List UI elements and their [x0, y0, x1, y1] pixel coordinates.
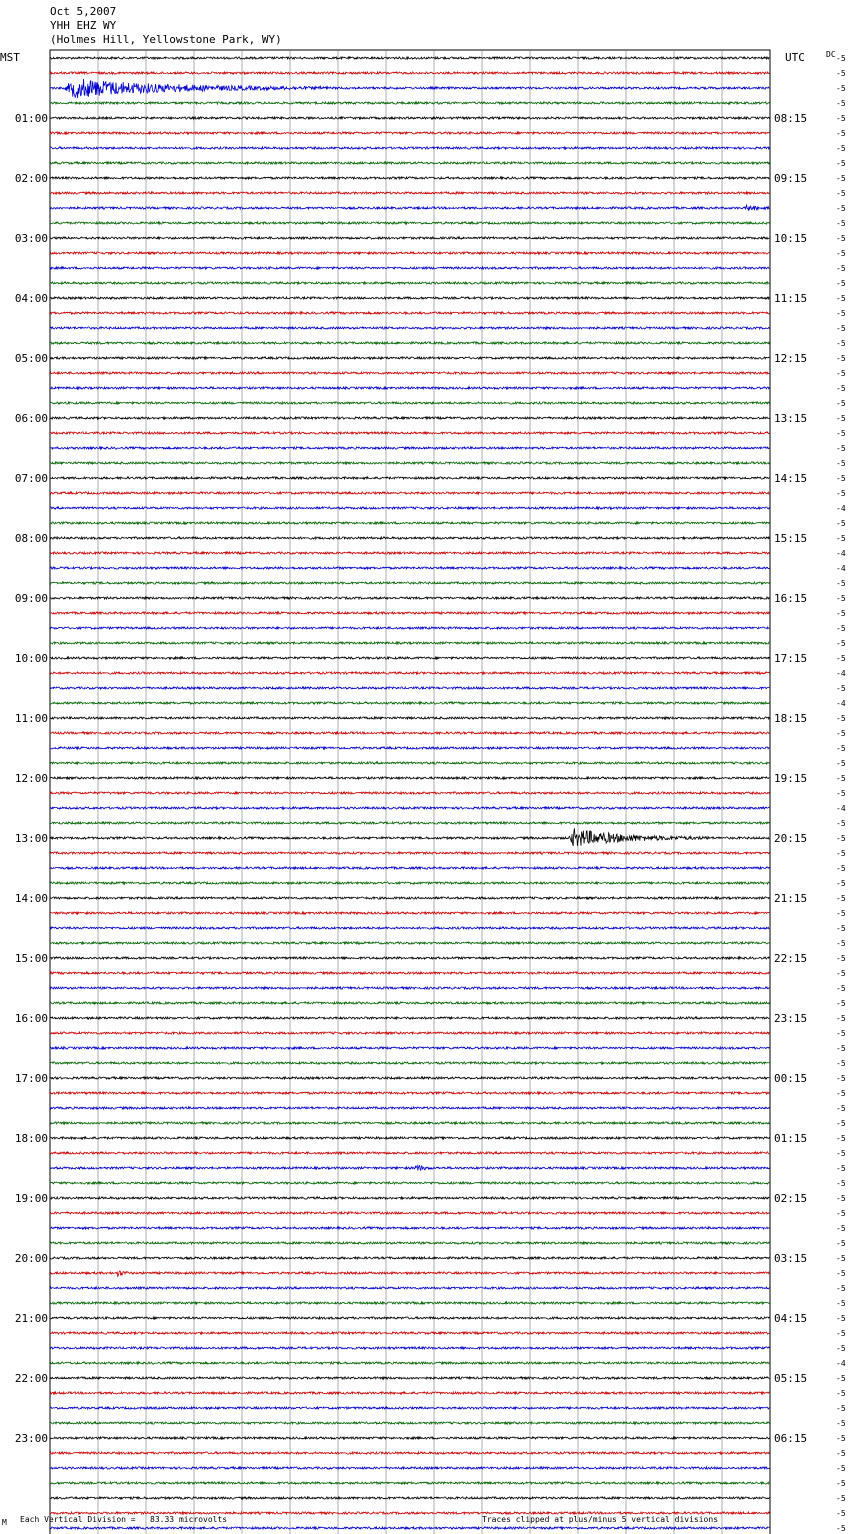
dc-offset-label: -5 — [836, 939, 846, 948]
dc-offset-label: -5 — [836, 84, 846, 93]
trace-line — [50, 522, 769, 524]
mst-hour-label: 19:00 — [14, 1192, 48, 1205]
utc-hour-label: 08:15 — [774, 112, 808, 125]
trace-line — [50, 1227, 769, 1229]
header-station: YHH EHZ WY — [50, 19, 117, 32]
dc-offset-label: -5 — [836, 1509, 846, 1518]
dc-offset-label: -5 — [836, 1404, 846, 1413]
trace-line — [50, 252, 769, 254]
dc-offset-label: -5 — [836, 294, 846, 303]
trace-line — [50, 897, 769, 899]
dc-offset-label: -5 — [836, 399, 846, 408]
trace-line — [50, 447, 769, 449]
trace-line — [50, 372, 769, 374]
trace-line — [50, 1437, 769, 1439]
trace-line — [50, 162, 769, 164]
utc-hour-label: 15:15 — [774, 532, 808, 545]
mst-hour-label: 11:00 — [14, 712, 48, 725]
dc-offset-label: -5 — [836, 624, 846, 633]
dc-offset-label: -5 — [836, 534, 846, 543]
dc-offset-label: -5 — [836, 1149, 846, 1158]
dc-offset-label: -5 — [836, 879, 846, 888]
utc-hour-label: 23:15 — [774, 1012, 808, 1025]
dc-offset-label: -5 — [836, 1434, 846, 1443]
trace-lines — [50, 57, 769, 1534]
utc-hour-label: 12:15 — [774, 352, 808, 365]
dc-offset-label: -4 — [836, 1359, 846, 1368]
dc-offset-label: -5 — [836, 249, 846, 258]
trace-line — [50, 387, 769, 389]
mst-hour-label: 07:00 — [14, 472, 48, 485]
dc-offset-label: -5 — [836, 234, 846, 243]
dc-offset-label: -5 — [836, 714, 846, 723]
trace-line — [50, 357, 769, 359]
dc-offset-label: -5 — [836, 459, 846, 468]
trace-line — [50, 777, 769, 779]
utc-hour-label: 10:15 — [774, 232, 808, 245]
dc-offset-label: -5 — [836, 594, 846, 603]
dc-offset-label: -5 — [836, 1329, 846, 1338]
dc-offset-label: -5 — [836, 1389, 846, 1398]
trace-line — [50, 942, 769, 944]
trace-line — [50, 1197, 769, 1199]
mst-hour-label: 02:00 — [14, 172, 48, 185]
dc-offset-label: -5 — [836, 864, 846, 873]
dc-offset-label: -5 — [836, 1449, 846, 1458]
trace-line — [50, 597, 769, 599]
trace-line — [50, 237, 769, 239]
trace-line — [50, 1047, 769, 1049]
utc-hour-label: 06:15 — [774, 1432, 808, 1445]
trace-line — [50, 612, 769, 614]
trace-line — [50, 462, 769, 464]
trace-line — [50, 672, 769, 674]
trace-line — [50, 717, 769, 719]
dc-offset-label: -5 — [836, 924, 846, 933]
trace-line — [50, 1332, 769, 1334]
dc-offset-label: -5 — [836, 849, 846, 858]
dc-offset-label: -5 — [836, 1119, 846, 1128]
dc-offset-label: -4 — [836, 669, 846, 678]
dc-offset-label: -5 — [836, 789, 846, 798]
trace-line — [50, 927, 769, 929]
trace-line — [50, 507, 769, 509]
dc-offset-label: -5 — [836, 999, 846, 1008]
dc-offset-label: -5 — [836, 489, 846, 498]
dc-offset-label: -5 — [836, 609, 846, 618]
trace-line — [50, 282, 769, 284]
trace-line — [50, 477, 769, 479]
dc-offset-label: -5 — [836, 1419, 846, 1428]
dc-offset-label: -5 — [836, 1299, 846, 1308]
dc-offset-label: -5 — [836, 114, 846, 123]
trace-line — [50, 1122, 769, 1124]
trace-line — [50, 732, 769, 734]
dc-offset-label: -5 — [836, 1044, 846, 1053]
header-location: (Holmes Hill, Yellowstone Park, WY) — [50, 33, 282, 46]
trace-line — [50, 1347, 769, 1349]
dc-offset-label: -5 — [836, 1179, 846, 1188]
dc-offset-label: -5 — [836, 1524, 846, 1533]
trace-line — [50, 552, 769, 554]
trace-line — [50, 1182, 769, 1184]
trace-line — [50, 762, 769, 764]
dc-label: DC — [826, 50, 836, 59]
trace-line — [50, 567, 769, 569]
trace-line — [50, 72, 769, 74]
dc-offset-label: -5 — [836, 729, 846, 738]
dc-offset-label: -5 — [836, 969, 846, 978]
mst-hour-label: 22:00 — [14, 1372, 48, 1385]
mst-hour-label: 18:00 — [14, 1132, 48, 1145]
trace-line — [50, 1482, 769, 1484]
trace-line — [50, 828, 769, 846]
dc-offset-label: -5 — [836, 444, 846, 453]
trace-line — [50, 312, 769, 314]
dc-offset-label: -5 — [836, 144, 846, 153]
trace-line — [50, 702, 769, 704]
trace-line — [50, 222, 769, 224]
utc-hour-label: 17:15 — [774, 652, 808, 665]
dc-offset-label: -5 — [836, 1254, 846, 1263]
trace-line — [50, 1077, 769, 1079]
mst-hour-label: 04:00 — [14, 292, 48, 305]
dc-offset-label: -5 — [836, 639, 846, 648]
trace-line — [50, 807, 769, 809]
right-timezone-label: UTC — [785, 51, 805, 64]
trace-line — [50, 57, 769, 59]
mst-hour-label: 14:00 — [14, 892, 48, 905]
dc-offset-label: -5 — [836, 834, 846, 843]
trace-line — [50, 1032, 769, 1034]
dc-offset-label: -5 — [836, 174, 846, 183]
trace-line — [50, 822, 769, 824]
mst-hour-label: 10:00 — [14, 652, 48, 665]
trace-line — [50, 1257, 769, 1259]
trace-line — [50, 1377, 769, 1379]
dc-offset-label: -5 — [836, 189, 846, 198]
trace-line — [50, 267, 769, 269]
utc-hour-label: 22:15 — [774, 952, 808, 965]
footer-mark: M — [2, 1518, 7, 1527]
dc-offset-label: -5 — [836, 1494, 846, 1503]
mst-hour-label: 17:00 — [14, 1072, 48, 1085]
dc-offset-label: -5 — [836, 1374, 846, 1383]
trace-line — [50, 327, 769, 329]
left-timezone-label: MST — [0, 51, 20, 64]
dc-offset-label: -5 — [836, 1089, 846, 1098]
dc-offset-label: -5 — [836, 1014, 846, 1023]
trace-line — [50, 1512, 769, 1514]
trace-line — [50, 627, 769, 629]
dc-offset-label: -5 — [836, 1104, 846, 1113]
trace-line — [50, 912, 769, 914]
utc-hour-label: 21:15 — [774, 892, 808, 905]
utc-hour-label: 11:15 — [774, 292, 808, 305]
utc-hour-label: 16:15 — [774, 592, 808, 605]
trace-line — [50, 792, 769, 794]
trace-line — [50, 957, 769, 959]
trace-line — [50, 972, 769, 974]
dc-offset-label: -5 — [836, 204, 846, 213]
utc-hour-label: 20:15 — [774, 832, 808, 845]
header-date: Oct 5,2007 — [50, 5, 117, 18]
dc-offset-label: -5 — [836, 774, 846, 783]
dc-offset-label: -5 — [836, 339, 846, 348]
dc-offset-label: -5 — [836, 429, 846, 438]
trace-line — [50, 1017, 769, 1019]
trace-line — [50, 582, 769, 584]
dc-offset-label: -5 — [836, 1269, 846, 1278]
utc-hour-label: 01:15 — [774, 1132, 808, 1145]
trace-line — [50, 1166, 769, 1171]
trace-line — [50, 297, 769, 299]
trace-line — [50, 117, 769, 119]
dc-offset-label: -5 — [836, 1344, 846, 1353]
dc-offset-label: -5 — [836, 819, 846, 828]
trace-line — [50, 1407, 769, 1409]
dc-offset-label: -5 — [836, 69, 846, 78]
mst-hour-label: 03:00 — [14, 232, 48, 245]
utc-hour-label: 19:15 — [774, 772, 808, 785]
dc-offset-label: -5 — [836, 354, 846, 363]
trace-line — [50, 1092, 769, 1094]
dc-offset-label: -5 — [836, 54, 846, 63]
trace-line — [50, 432, 769, 434]
trace-line — [50, 1002, 769, 1004]
dc-offset-label: -5 — [836, 894, 846, 903]
dc-offset-label: -5 — [836, 984, 846, 993]
trace-line — [50, 417, 769, 419]
dc-offset-label: -5 — [836, 1464, 846, 1473]
trace-line — [50, 192, 769, 194]
trace-line — [50, 342, 769, 344]
dc-offset-label: -4 — [836, 549, 846, 558]
dc-offset-label: -5 — [836, 1059, 846, 1068]
trace-line — [50, 1287, 769, 1289]
dc-offset-label: -5 — [836, 1314, 846, 1323]
trace-line — [50, 1527, 769, 1529]
dc-offset-label: -5 — [836, 579, 846, 588]
mst-hour-label: 16:00 — [14, 1012, 48, 1025]
trace-line — [50, 1212, 769, 1214]
dc-offset-label: -5 — [836, 264, 846, 273]
utc-hour-label: 00:15 — [774, 1072, 808, 1085]
trace-line — [50, 1137, 769, 1139]
dc-offset-label: -5 — [836, 1209, 846, 1218]
utc-hour-label: 04:15 — [774, 1312, 808, 1325]
trace-line — [50, 1302, 769, 1304]
trace-line — [50, 657, 769, 659]
dc-offset-label: -5 — [836, 1074, 846, 1083]
mst-hour-label: 21:00 — [14, 1312, 48, 1325]
mst-hour-label: 01:00 — [14, 112, 48, 125]
trace-line — [50, 537, 769, 539]
dc-offset-label: -5 — [836, 129, 846, 138]
trace-line — [50, 1242, 769, 1244]
trace-line — [50, 1467, 769, 1469]
mst-hour-label: 15:00 — [14, 952, 48, 965]
mst-hour-label: 06:00 — [14, 412, 48, 425]
trace-line — [50, 1271, 769, 1276]
trace-line — [50, 205, 769, 210]
dc-offset-label: -5 — [836, 384, 846, 393]
mst-hour-label: 05:00 — [14, 352, 48, 365]
dc-offset-label: -5 — [836, 324, 846, 333]
mst-hour-label: 20:00 — [14, 1252, 48, 1265]
trace-line — [50, 852, 769, 854]
dc-offset-label: -5 — [836, 219, 846, 228]
dc-offset-label: -5 — [836, 684, 846, 693]
trace-line — [50, 867, 769, 869]
dc-offset-label: -4 — [836, 564, 846, 573]
dc-offset-label: -5 — [836, 279, 846, 288]
dc-offset-label: -4 — [836, 504, 846, 513]
dc-offset-label: -5 — [836, 1479, 846, 1488]
utc-hour-label: 09:15 — [774, 172, 808, 185]
dc-offset-label: -4 — [836, 804, 846, 813]
dc-offset-label: -5 — [836, 744, 846, 753]
dc-offset-label: -5 — [836, 1224, 846, 1233]
dc-offset-label: -5 — [836, 654, 846, 663]
utc-hour-label: 13:15 — [774, 412, 808, 425]
trace-line — [50, 642, 769, 644]
trace-line — [50, 79, 769, 98]
dc-offset-label: -5 — [836, 519, 846, 528]
dc-offset-label: -5 — [836, 954, 846, 963]
trace-line — [50, 1107, 769, 1109]
trace-line — [50, 687, 769, 689]
mst-hour-label: 12:00 — [14, 772, 48, 785]
trace-line — [50, 132, 769, 134]
trace-line — [50, 1392, 769, 1394]
dc-offset-label: -5 — [836, 99, 846, 108]
utc-hour-label: 02:15 — [774, 1192, 808, 1205]
footer-scale-note: Each Vertical Division = 83.33 microvolts — [20, 1515, 228, 1524]
footer-clip-note: Traces clipped at plus/minus 5 vertical divisions — [482, 1515, 719, 1524]
trace-line — [50, 1152, 769, 1154]
dc-offset-label: -5 — [836, 414, 846, 423]
dc-offset-label: -5 — [836, 369, 846, 378]
trace-line — [50, 1497, 769, 1499]
dc-offset-label: -5 — [836, 759, 846, 768]
trace-line — [50, 402, 769, 404]
trace-line — [50, 147, 769, 149]
axis-labels — [0, 50, 846, 1534]
trace-line — [50, 1362, 769, 1364]
trace-line — [50, 1452, 769, 1454]
dc-offset-label: -5 — [836, 909, 846, 918]
dc-offset-label: -5 — [836, 474, 846, 483]
trace-line — [50, 747, 769, 749]
dc-offset-label: -5 — [836, 309, 846, 318]
dc-offset-label: -5 — [836, 1029, 846, 1038]
mst-hour-label: 13:00 — [14, 832, 48, 845]
trace-line — [50, 1317, 769, 1319]
utc-hour-label: 14:15 — [774, 472, 808, 485]
utc-hour-label: 05:15 — [774, 1372, 808, 1385]
trace-line — [50, 987, 769, 989]
dc-offset-label: -5 — [836, 1134, 846, 1143]
dc-offset-label: -5 — [836, 159, 846, 168]
trace-line — [50, 1422, 769, 1424]
mst-hour-label: 09:00 — [14, 592, 48, 605]
mst-hour-label: 23:00 — [14, 1432, 48, 1445]
dc-offset-label: -5 — [836, 1164, 846, 1173]
trace-line — [50, 492, 769, 494]
dc-offset-label: -5 — [836, 1284, 846, 1293]
utc-hour-label: 18:15 — [774, 712, 808, 725]
utc-hour-label: 03:15 — [774, 1252, 808, 1265]
trace-line — [50, 102, 769, 104]
dc-offset-label: -5 — [836, 1239, 846, 1248]
mst-hour-label: 08:00 — [14, 532, 48, 545]
dc-offset-label: -5 — [836, 1194, 846, 1203]
trace-line — [50, 177, 769, 179]
trace-line — [50, 1062, 769, 1064]
dc-offset-label: -4 — [836, 699, 846, 708]
trace-line — [50, 882, 769, 884]
